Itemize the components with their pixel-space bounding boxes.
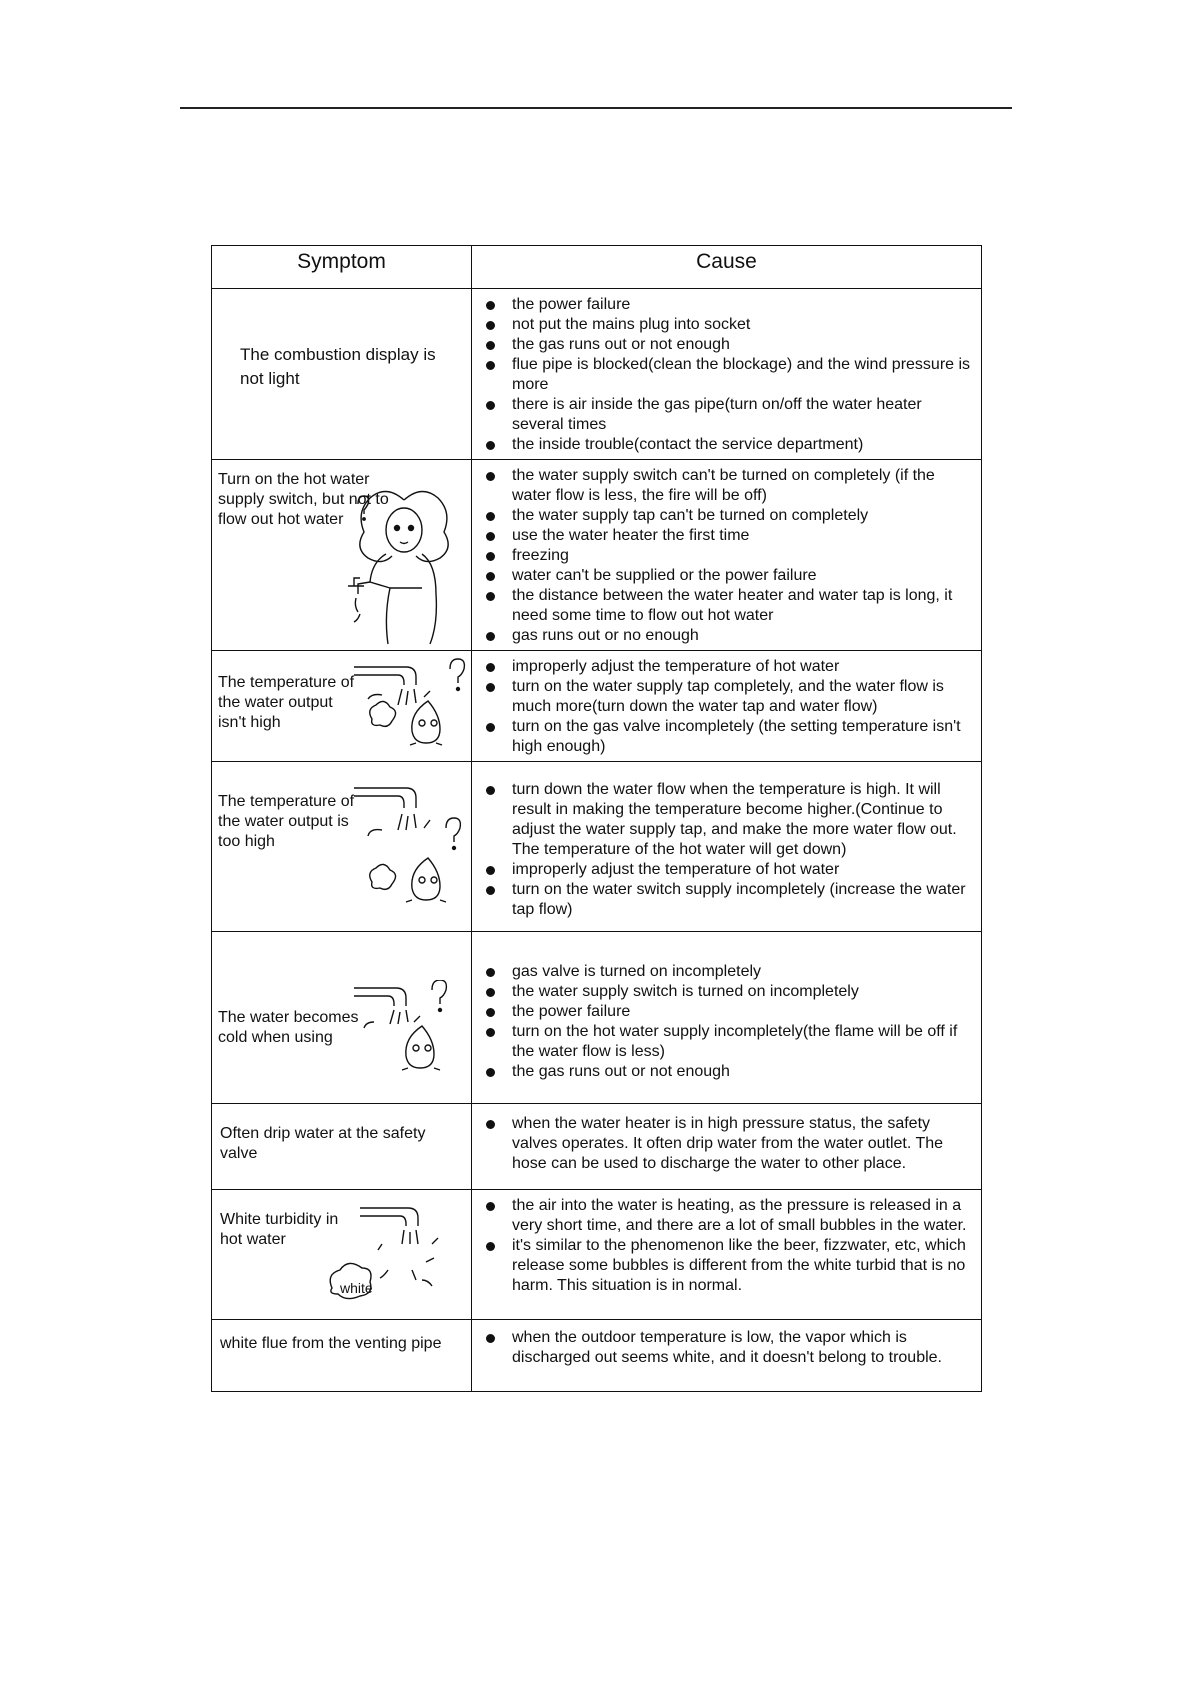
- symptom-cell: [212, 289, 472, 460]
- white-label: white: [340, 1280, 373, 1296]
- list-item: use the water heater the first time: [482, 526, 977, 546]
- cause-list: [482, 1114, 977, 1174]
- list-item: the water supply switch is turned on incompletely: [482, 982, 977, 1002]
- cause-list: [482, 657, 977, 757]
- symptom-text: The combustion display is not light: [240, 345, 436, 388]
- table-row: [212, 762, 982, 932]
- cause-list: [482, 466, 977, 646]
- tap-droplet-character-illustration: [352, 778, 467, 908]
- list-item: the power failure: [482, 295, 977, 315]
- cause-list: [482, 780, 977, 920]
- header-rule: [180, 107, 1012, 109]
- list-item: improperly adjust the temperature of hot water: [482, 860, 977, 880]
- list-item: it's similar to the phenomenon like the beer, fizzwater, etc, which release some bubbles is different from the white turbid that is no harm. This situation is in normal.: [482, 1236, 977, 1296]
- list-item: when the water heater is in high pressure status, the safety valves operates. It often drip water from the water outlet. The hose can be used to discharge the water to other place.: [482, 1114, 977, 1174]
- cause-cell: [472, 289, 982, 460]
- list-item: the air into the water is heating, as the pressure is released in a very short time, and there are a lot of small bubbles in the water.: [482, 1196, 977, 1236]
- list-item: flue pipe is blocked(clean the blockage) and the wind pressure is more: [482, 355, 977, 395]
- symptom-text: Often drip water at the safety valve: [220, 1125, 426, 1162]
- cause-list: [482, 1196, 977, 1296]
- symptom-cell: [212, 1104, 472, 1190]
- list-item: when the outdoor temperature is low, the vapor which is discharged out seems white, and it doesn't belong to trouble.: [482, 1328, 977, 1368]
- symptom-cell: [212, 1320, 472, 1392]
- symptom-text: The temperature of the water output isn't high: [218, 674, 355, 731]
- cause-column-header: Cause: [472, 246, 982, 289]
- list-item: turn down the water flow when the temperature is high. It will result in making the temperature become higher.(Continue to adjust the water supply tap, and make the more water flow out. The temperature of the hot water will get down): [482, 780, 977, 860]
- list-item: the inside trouble(contact the service department): [482, 435, 977, 455]
- table-row: [212, 651, 982, 762]
- cause-cell: [472, 762, 982, 932]
- symptom-text: Turn on the hot water supply switch, but not to flow out hot water: [218, 471, 389, 528]
- list-item: gas valve is turned on incompletely: [482, 962, 977, 982]
- table-row: [212, 1320, 982, 1392]
- cause-cell: [472, 1190, 982, 1320]
- list-item: there is air inside the gas pipe(turn on/off the water heater several times: [482, 395, 977, 435]
- symptom-text: The temperature of the water output is too high: [218, 793, 355, 850]
- tap-droplet-character-illustration: [352, 657, 467, 747]
- cause-cell: [472, 932, 982, 1104]
- list-item: improperly adjust the temperature of hot water: [482, 657, 977, 677]
- cause-list: [482, 295, 977, 455]
- cause-cell: [472, 460, 982, 651]
- symptom-text: The water becomes cold when using: [218, 1009, 359, 1046]
- table-row: [212, 1190, 982, 1320]
- table-row: [212, 289, 982, 460]
- symptom-column-header: Symptom: [212, 246, 472, 289]
- symptom-text: White turbidity in hot water: [220, 1211, 339, 1248]
- list-item: turn on the water supply tap completely, and the water flow is much more(turn down the water tap and water flow): [482, 677, 977, 717]
- list-item: turn on the hot water supply incompletely(the flame will be off if the water flow is less): [482, 1022, 977, 1062]
- girl-at-tap-illustration: [342, 482, 467, 647]
- list-item: the water supply tap can't be turned on completely: [482, 506, 977, 526]
- symptom-cell: [212, 651, 472, 762]
- list-item: not put the mains plug into socket: [482, 315, 977, 335]
- cause-cell: [472, 1320, 982, 1392]
- symptom-text: white flue from the venting pipe: [220, 1335, 442, 1352]
- table-row: [212, 1104, 982, 1190]
- list-item: water can't be supplied or the power failure: [482, 566, 977, 586]
- list-item: the gas runs out or not enough: [482, 1062, 977, 1082]
- list-item: the power failure: [482, 1002, 977, 1022]
- cause-cell: [472, 651, 982, 762]
- list-item: the gas runs out or not enough: [482, 335, 977, 355]
- list-item: turn on the water switch supply incompletely (increase the water tap flow): [482, 880, 977, 920]
- list-item: the water supply switch can't be turned on completely (if the water flow is less, the fire will be off): [482, 466, 977, 506]
- tap-droplet-character-illustration: [352, 980, 457, 1090]
- list-item: gas runs out or no enough: [482, 626, 977, 646]
- cause-list: [482, 962, 977, 1082]
- table-row: [212, 460, 982, 651]
- cause-cell: [472, 1104, 982, 1190]
- cause-list: [482, 1328, 977, 1368]
- list-item: the distance between the water heater and water tap is long, it need some time to flow out hot water: [482, 586, 977, 626]
- list-item: freezing: [482, 546, 977, 566]
- troubleshooting-table: [211, 245, 982, 1392]
- table-row: [212, 932, 982, 1104]
- symptom-cell: [212, 460, 472, 651]
- list-item: turn on the gas valve incompletely (the setting temperature isn't high enough): [482, 717, 977, 757]
- table-header-row: [212, 246, 982, 289]
- symptom-cell: [212, 1190, 472, 1320]
- symptom-cell: [212, 762, 472, 932]
- symptom-cell: [212, 932, 472, 1104]
